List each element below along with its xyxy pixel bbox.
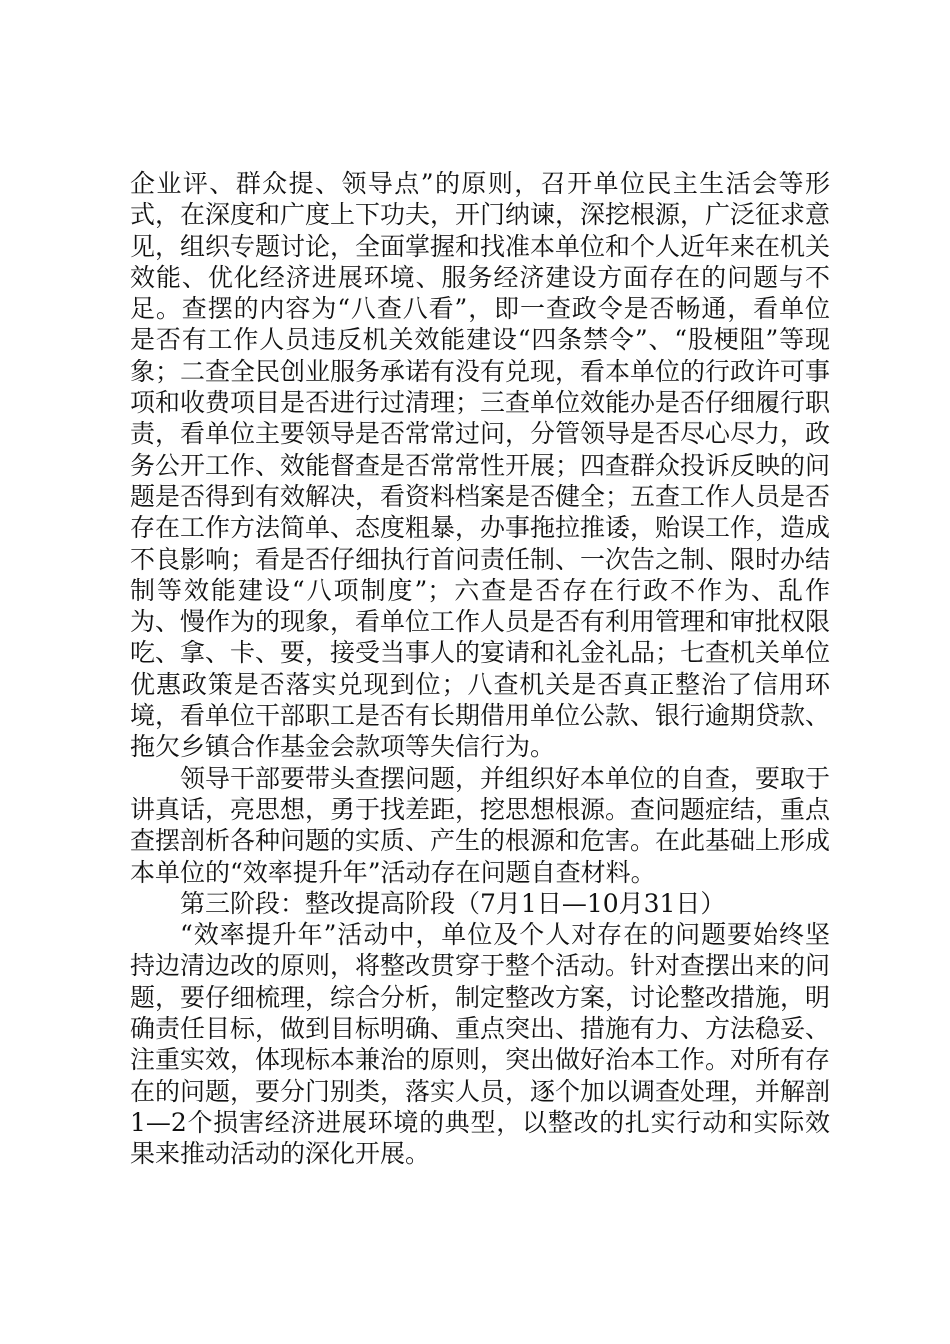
section-heading-stage-three: 第三阶段：整改提高阶段（7月1日—10月31日） — [180, 888, 726, 918]
paragraph-eight-checks: 企业评、群众提、领导点”的原则，召开单位民主生活会等形式，在深度和广度上下功夫，开门纳谏，深挖根源，广泛征求意见，组织专题讨论，全面掌握和找准本单位和个人近年来在机关效能、优化经济进展环境、服务经济建设方面存在的问题与不足。查摆的内容为“八查八看”，即一查政令是否畅通，看单位是否有工作人员违反机关效能建设“四条禁令”、“股梗阻”等现象；二查全民创业服务承诺有没有兑现，看本单位的行政许可事项和收费项目是否进行过清理；三查单位效能办是否仔细履行职责，看单位主要领导是否常常过问，分管领导是否尽心尽力，政务公开工作、效能督查是否常常性开展；四查群众投诉反映的问题是否得到有效解决，看资料档案是否健全；五查工作人员是否存在工作方法简单、态度粗暴，办事拖拉推诿，贻误工作，造成不良影响；看是否仔细执行首问责任制、一次告之制、限时办结制等效能建设“八项制度”；六查是否存在行政不作为、乱作为、慢作为的现象，看单位工作人员是否有利用管理和审批权限吃、拿、卡、要，接受当事人的宴请和礼金礼品；七查机关单位优惠政策是否落实兑现到位；八查机关是否真正整治了信用环境，看单位干部职工是否有长期借用单位公款、银行逾期贷款、拖欠乡镇合作基金会款项等失信行为。 — [130, 169, 831, 762]
document-page — [130, 168, 830, 1170]
paragraph-leaders-self-check: 领导干部要带头查摆问题，并组织好本单位的自查，要取于讲真话，亮思想，勇于找差距，挖思想根源。查问题症结，重点查摆剖析各种问题的实质、产生的根源和危害。在此基础上形成本单位的“效率提升年”活动存在问题自查材料。 — [130, 763, 831, 887]
paragraph-rectification: “效率提升年”活动中，单位及个人对存在的问题要始终坚持边清边改的原则，将整改贯穿于整个活动。针对查摆出来的问题，要仔细梳理，综合分析，制定整改方案，讨论整改措施，明确责任目标，做到目标明确、重点突出、措施有力、方法稳妥、注重实效，体现标本兼治的原则，突出做好治本工作。对所有存在的问题，要分门别类，落实人员，逐个加以调查处理，并解剖1—2个损害经济进展环境的典型，以整改的扎实行动和实际效果来推动活动的深化开展。 — [130, 920, 831, 1169]
